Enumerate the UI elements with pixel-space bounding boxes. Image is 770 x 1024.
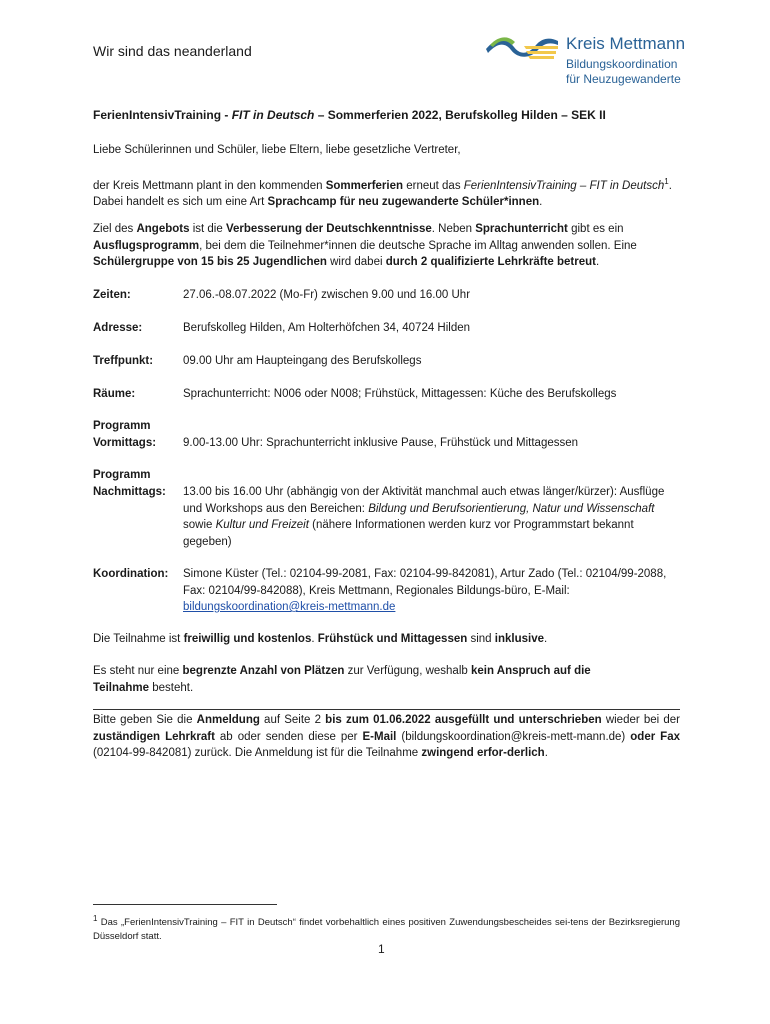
- intro-b2: Sprachcamp für neu zugewanderte Schüler*innen: [267, 196, 540, 209]
- limited-t1: Es steht nur eine: [93, 665, 183, 677]
- nachmittag-i1: Bildung und Berufsorientierung, Natur und Wissenschaft: [368, 502, 655, 515]
- goal-paragraph: [93, 221, 680, 271]
- goal-t4: gibt es ein: [567, 223, 624, 235]
- participation-b1: freiwillig und kostenlos: [183, 633, 312, 645]
- intro-i1: FerienIntensivTraining – FIT in Deutsch: [463, 179, 665, 192]
- registration-t2: auf Seite 2: [259, 714, 326, 726]
- registration-b1: Anmeldung: [196, 714, 260, 726]
- intro-t2: erneut das: [403, 179, 464, 192]
- nachmittag-t1: 13.00 bis 16.00 Uhr (abhängig von der Aktivität manchmal auch etwas länger/kürzer): Ausflüge und Workshops aus den Bereichen:: [183, 486, 665, 515]
- registration-t3: wieder bei der: [601, 714, 681, 726]
- registration-t7: .: [544, 747, 548, 759]
- limited-b1: begrenzte Anzahl von Plätzen: [182, 665, 345, 677]
- koordination-label: Koordination:: [93, 568, 169, 580]
- participation-b2: Frühstück und Mittagessen: [317, 633, 468, 645]
- limited-t3: besteht.: [149, 681, 194, 694]
- vormittag-value: 9.00-13.00 Uhr: Sprachunterricht inklusive Pause, Frühstück und Mittagessen: [183, 437, 579, 449]
- footnote-number: 1: [93, 914, 98, 923]
- registration-t5: (bildungskoordination@kreis-mett-mann.de): [396, 730, 631, 743]
- goal-b6: durch 2 qualifizierte Lehrkräfte betreut: [385, 256, 596, 268]
- goal-b5: Schülergruppe von 15 bis 25 Jugendlichen: [93, 256, 327, 268]
- nachmittag-label-line1: Programm: [93, 469, 151, 481]
- participation-paragraph: [93, 631, 680, 648]
- koordination-email-link[interactable]: bildungskoordination@kreis-mettmann.de: [183, 601, 396, 613]
- limited-t2: zur Verfügung, weshalb: [344, 665, 471, 677]
- intro-b1: Sommerferien: [325, 179, 404, 192]
- goal-b3: Sprachunterricht: [475, 223, 568, 235]
- raeume-value: Sprachunterricht: N006 oder N008; Frühstück, Mittagessen: Küche des Berufskollegs: [183, 388, 617, 400]
- registration-t6: (02104-99-842081) zurück. Die Anmeldung ist für die Teilnahme: [93, 747, 422, 759]
- goal-t5: , bei dem die Teilnehmer*innen die deutsche Sprache im Alltag anwenden sollen. Eine: [199, 239, 637, 252]
- raeume-label: Räume:: [93, 388, 136, 400]
- nachmittag-i2: Kultur und Freizeit: [215, 519, 309, 531]
- participation-t4: .: [544, 633, 548, 645]
- koordination-value: [183, 566, 683, 616]
- registration-b6: zwingend erfor-derlich: [421, 747, 545, 759]
- registration-b4: E-Mail: [362, 730, 397, 743]
- koordination-text: Simone Küster (Tel.: 02104-99-2081, Fax: 02104-99-842081), Artur Zado (Tel.: 02104/99-2088, Fax: 02104/99-842088), Kreis Mettmann, Regionales Bildungs-büro, E-Mail:: [183, 568, 667, 597]
- intro-paragraph: [93, 174, 680, 211]
- logo-subtitle-line1: Bildungskoordination: [566, 57, 678, 71]
- goal-b1: Angebots: [136, 223, 190, 235]
- nachmittag-t2: sowie: [183, 519, 216, 531]
- footnote-divider: [93, 904, 277, 905]
- registration-t4: ab oder senden diese per: [214, 730, 363, 743]
- goal-t1: Ziel des: [93, 223, 137, 235]
- participation-t1: Die Teilnahme ist: [93, 633, 184, 645]
- nachmittag-value: [183, 484, 683, 550]
- goal-t7: .: [595, 256, 600, 268]
- intro-t3: . Dabei handelt es sich um eine Art: [93, 179, 672, 209]
- page-number: 1: [378, 942, 385, 956]
- intro-t4: .: [539, 196, 543, 209]
- footnote-ref: 1: [664, 177, 669, 186]
- participation-b3: inklusive: [494, 633, 544, 645]
- zeiten-value: 27.06.-08.07.2022 (Mo-Fr) zwischen 9.00 und 16.00 Uhr: [183, 289, 471, 301]
- goal-b4: Ausflugsprogramm: [93, 239, 200, 252]
- registration-paragraph: [93, 712, 680, 762]
- limited-b2: kein Anspruch auf die Teilnahme: [93, 665, 591, 694]
- title-part-a: FerienIntensivTraining -: [93, 108, 232, 122]
- greeting: Liebe Schülerinnen und Schüler, liebe Eltern, liebe gesetzliche Vertreter,: [93, 144, 461, 156]
- kreis-mettmann-logo-icon: [484, 33, 560, 63]
- nachmittag-t3: (nähere Informationen werden kurz vor Programmstart bekannt gegeben): [183, 519, 634, 548]
- goal-t3: . Neben: [431, 223, 476, 235]
- limited-paragraph: [93, 663, 603, 696]
- registration-b2: bis zum 01.06.2022 ausgefüllt und unterschrieben: [325, 714, 602, 726]
- vormittag-label-line1: Programm: [93, 420, 151, 432]
- participation-t3: sind: [467, 633, 495, 645]
- adresse-label: Adresse:: [93, 322, 143, 334]
- goal-b2: Verbesserung der Deutschkenntnisse: [225, 223, 432, 235]
- treffpunkt-label: Treffpunkt:: [93, 355, 154, 367]
- nachmittag-label-line2: Nachmittags:: [93, 486, 166, 498]
- document-title: [93, 107, 680, 124]
- footnote: [93, 912, 680, 944]
- vormittag-label-line2: Vormittags:: [93, 437, 157, 449]
- title-part-b: FIT in Deutsch: [231, 108, 315, 122]
- slogan: Wir sind das neanderland: [93, 43, 252, 59]
- treffpunkt-value: 09.00 Uhr am Haupteingang des Berufskollegs: [183, 355, 422, 367]
- footnote-text: Das „FerienIntensivTraining – FIT in Deutsch“ findet vorbehaltlich eines positiven Zuwendungsbescheides sei-tens der Bezirksregierung Düsseldorf statt.: [93, 917, 680, 943]
- logo-subtitle-line2: für Neuzugewanderte: [566, 72, 681, 86]
- registration-b3: zuständigen Lehrkraft: [93, 730, 215, 743]
- participation-t2: .: [311, 633, 318, 645]
- registration-b5: oder Fax: [630, 730, 680, 743]
- adresse-value: Berufskolleg Hilden, Am Holterhöfchen 34, 40724 Hilden: [183, 322, 471, 334]
- logo-name: Kreis Mettmann: [566, 34, 686, 53]
- section-divider: [93, 709, 680, 710]
- title-part-c: – Sommerferien 2022, Berufskolleg Hilden – SEK II: [314, 108, 606, 122]
- goal-t2: ist die: [189, 223, 226, 235]
- intro-t1: der Kreis Mettmann plant in den kommenden: [93, 179, 326, 192]
- zeiten-label: Zeiten:: [93, 289, 131, 301]
- goal-t6: wird dabei: [326, 256, 386, 268]
- registration-t1: Bitte geben Sie die: [93, 714, 197, 726]
